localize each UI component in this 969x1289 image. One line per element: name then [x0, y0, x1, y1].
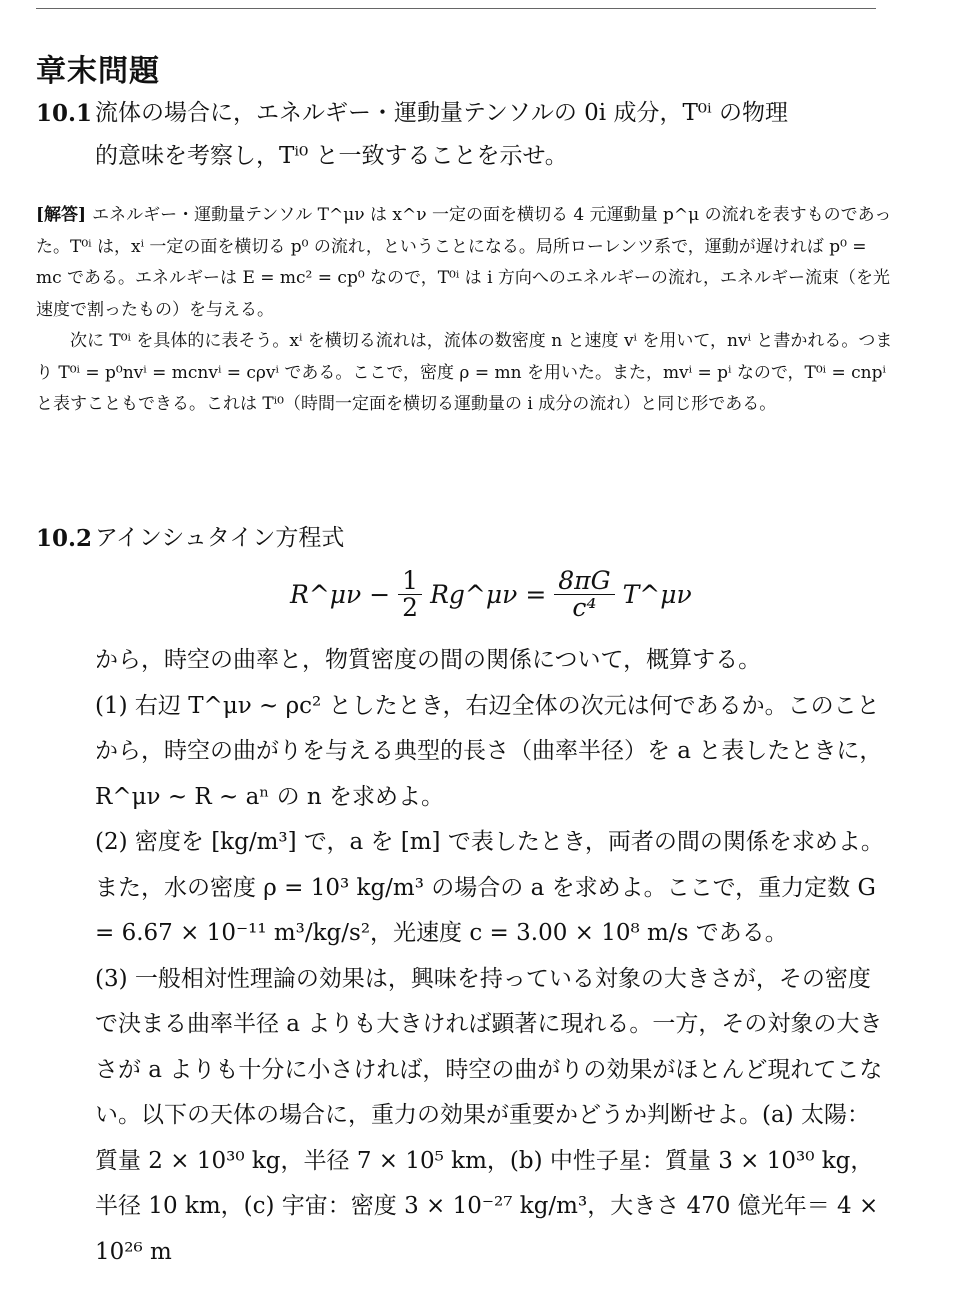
eq-half-fraction [398, 568, 422, 621]
problem-1-line-2: 的意味を考察し，Tⁱ⁰ と一致することを示せ。 [95, 143, 568, 169]
answer-paragraph-2: 次に T⁰ⁱ を具体的に表そう。xⁱ を横切る流れは，流体の数密度 n と速度 vⁱ を用いて，nvⁱ と書かれる。つまり T⁰ⁱ = p⁰nvⁱ = mcnvⁱ = cρvⁱ である。ここで，密度 ρ = mn を用いた。また，mvⁱ = pⁱ なので，T⁰ⁱ = cnpⁱ と表すこともできる。これは Tⁱ⁰（時間一定面を横切る運動量の i 成分の流れ）と同じ形である。 [36, 331, 893, 414]
problem-2-title: アインシュタイン方程式 [95, 525, 345, 551]
problem-1-line-1: 流体の場合に，エネルギー・運動量テンソルの 0i 成分，T⁰ⁱ の物理 [95, 100, 788, 126]
problem-2-body [95, 638, 885, 1275]
problem-1-number: 10.1 [36, 100, 93, 127]
section-heading: 章末問題 [36, 54, 160, 89]
answer-block [36, 200, 894, 421]
einstein-equation [290, 568, 692, 621]
problem-2-question-3: (3) 一般相対性理論の効果は，興味を持っている対象の大きさが，その密度で決まる曲率半径 a よりも大きければ顕著に現れる。一方，その対象の大きさが a よりも十分に小さければ，時空の曲がりの効果がほとんど現れてこない。以下の天体の場合に，重力の効果が重要かどうか判断せよ。(a) 太陽：質量 2 × 10³⁰ kg，半径 7 × 10⁵ km，(b) 中性子星：質量 3 × 10³⁰ kg，半径 10 km，(c) 宇宙：密度 3 × 10⁻²⁷ kg/m³，大きさ 470 億光年＝ 4 × 10²⁶ m [95, 965, 883, 1265]
eq-coupling-numerator: 8πG [554, 568, 614, 595]
problem-2-number: 10.2 [36, 525, 93, 552]
problem-2-question-2: (2) 密度を [kg/m³] で，a を [m] で表したとき，両者の間の関係を求めよ。また，水の密度 ρ = 10³ kg/m³ の場合の a を求めよ。ここで，重力定数 G = 6.67 × 10⁻¹¹ m³/kg/s²，光速度 c = 3.00 × 10⁸ m/s である。 [95, 829, 884, 946]
eq-half-numerator: 1 [398, 568, 422, 595]
problem-2-intro: から，時空の曲率と，物質密度の間の関係について，概算する。 [95, 647, 762, 673]
eq-ricci-scalar-metric: Rg^μν [430, 580, 518, 609]
problem-2-question-1: (1) 右辺 T^μν ~ ρc² としたとき，右辺全体の次元は何であるか。このことから，時空の曲がりを与える典型的長さ（曲率半径）を a と表したときに，R^μν ~ R ~ aⁿ の n を求めよ。 [95, 692, 883, 810]
problem-1-text [95, 92, 885, 178]
eq-half-denominator: 2 [402, 593, 419, 622]
answer-tag: [解答] [36, 205, 87, 225]
eq-stress-energy-tensor: T^μν [622, 580, 692, 609]
eq-coupling-denominator: c⁴ [572, 593, 597, 622]
eq-ricci-tensor: R^μν [290, 580, 362, 609]
top-rule [36, 8, 876, 9]
answer-paragraph-1: エネルギー・運動量テンソル T^μν は x^ν 一定の面を横切る 4 元運動量 p^μ の流れを表すものであった。T⁰ⁱ は，xⁱ 一定の面を横切る p⁰ の流れ，ということになる。局所ローレンツ系で，運動が遅ければ p⁰ = mc である。エネルギーは E = mc² = cp⁰ なので，T⁰ⁱ は i 方向へのエネルギーの流れ，エネルギー流束（を光速度で割ったもの）を与える。 [36, 205, 892, 320]
eq-minus: − [369, 580, 391, 609]
eq-equals: = [525, 580, 547, 609]
eq-coupling-fraction [554, 568, 614, 621]
